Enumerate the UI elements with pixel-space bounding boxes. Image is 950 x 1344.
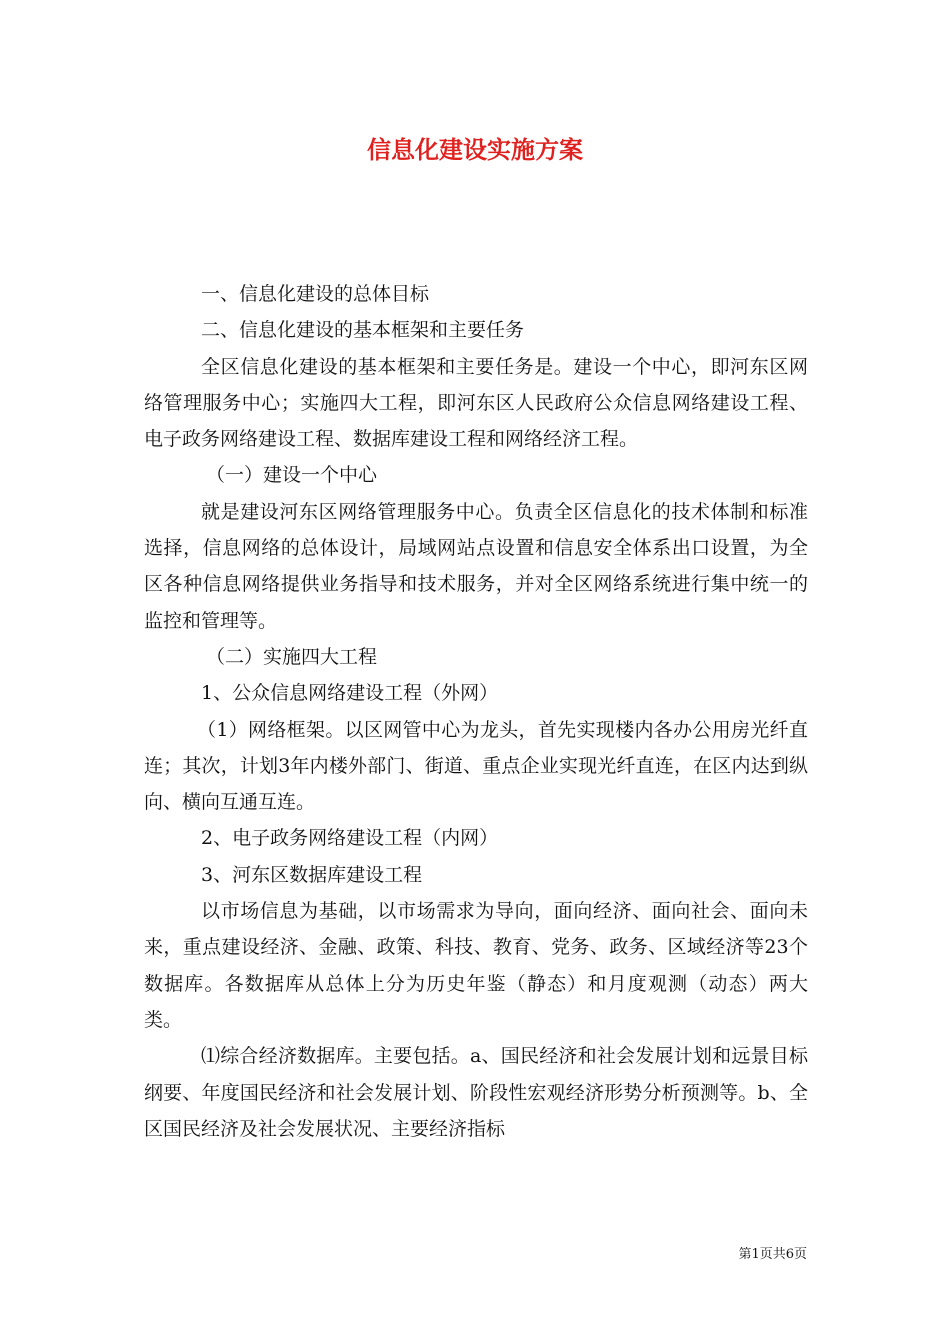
- section-heading-2: 二、信息化建设的基本框架和主要任务: [201, 319, 525, 342]
- subsection-heading-1: （一）建设一个中心: [206, 464, 378, 487]
- item-heading-1: 1、公众信息网络建设工程（外网）: [201, 682, 499, 705]
- body-paragraph: （1）网络框架。以区网管中心为龙头，首先实现楼内各办公用房光纤直连；其次，计划3年内楼外部门、街道、重点企业实现光纤直连，在区内达到纵向、横向互通互连。: [144, 718, 808, 814]
- body-paragraph: ⑴综合经济数据库。主要包括。a、国民经济和社会发展计划和远景目标纲要、年度国民经济和社会发展计划、阶段性宏观经济形势分析预测等。b、全区国民经济及社会发展状况、主要经济指标: [144, 1045, 808, 1140]
- item-heading-3: 3、河东区数据库建设工程: [201, 863, 423, 886]
- section-heading-1: 一、信息化建设的总体目标: [201, 283, 430, 305]
- document-title: 信息化建设实施方案: [367, 135, 583, 164]
- document-body: [144, 276, 808, 1147]
- body-paragraph: 就是建设河东区网络管理服务中心。负责全区信息化的技术体制和标准选择，信息网络的总体设计，局域网站点设置和信息安全体系出口设置，为全区各种信息网络提供业务指导和技术服务，并对全区网络系统进行集中统一的监控和管理等。: [144, 500, 808, 632]
- body-paragraph: 以市场信息为基础，以市场需求为导向，面向经济、面向社会、面向未来，重点建设经济、金融、政策、科技、教育、党务、政务、区域经济等23个数据库。各数据库从总体上分为历史年鉴（静态）和月度观测（动态）两大类。: [144, 900, 808, 1031]
- item-heading-2: 2、电子政务网络建设工程（内网）: [201, 827, 499, 850]
- body-paragraph: 全区信息化建设的基本框架和主要任务是。建设一个中心，即河东区网络管理服务中心；实施四大工程，即河东区人民政府公众信息网络建设工程、电子政务网络建设工程、数据库建设工程和网络经济工程。: [144, 355, 808, 451]
- page-number: 第1页共6页: [738, 1247, 807, 1262]
- subsection-heading-2: （二）实施四大工程: [206, 645, 378, 668]
